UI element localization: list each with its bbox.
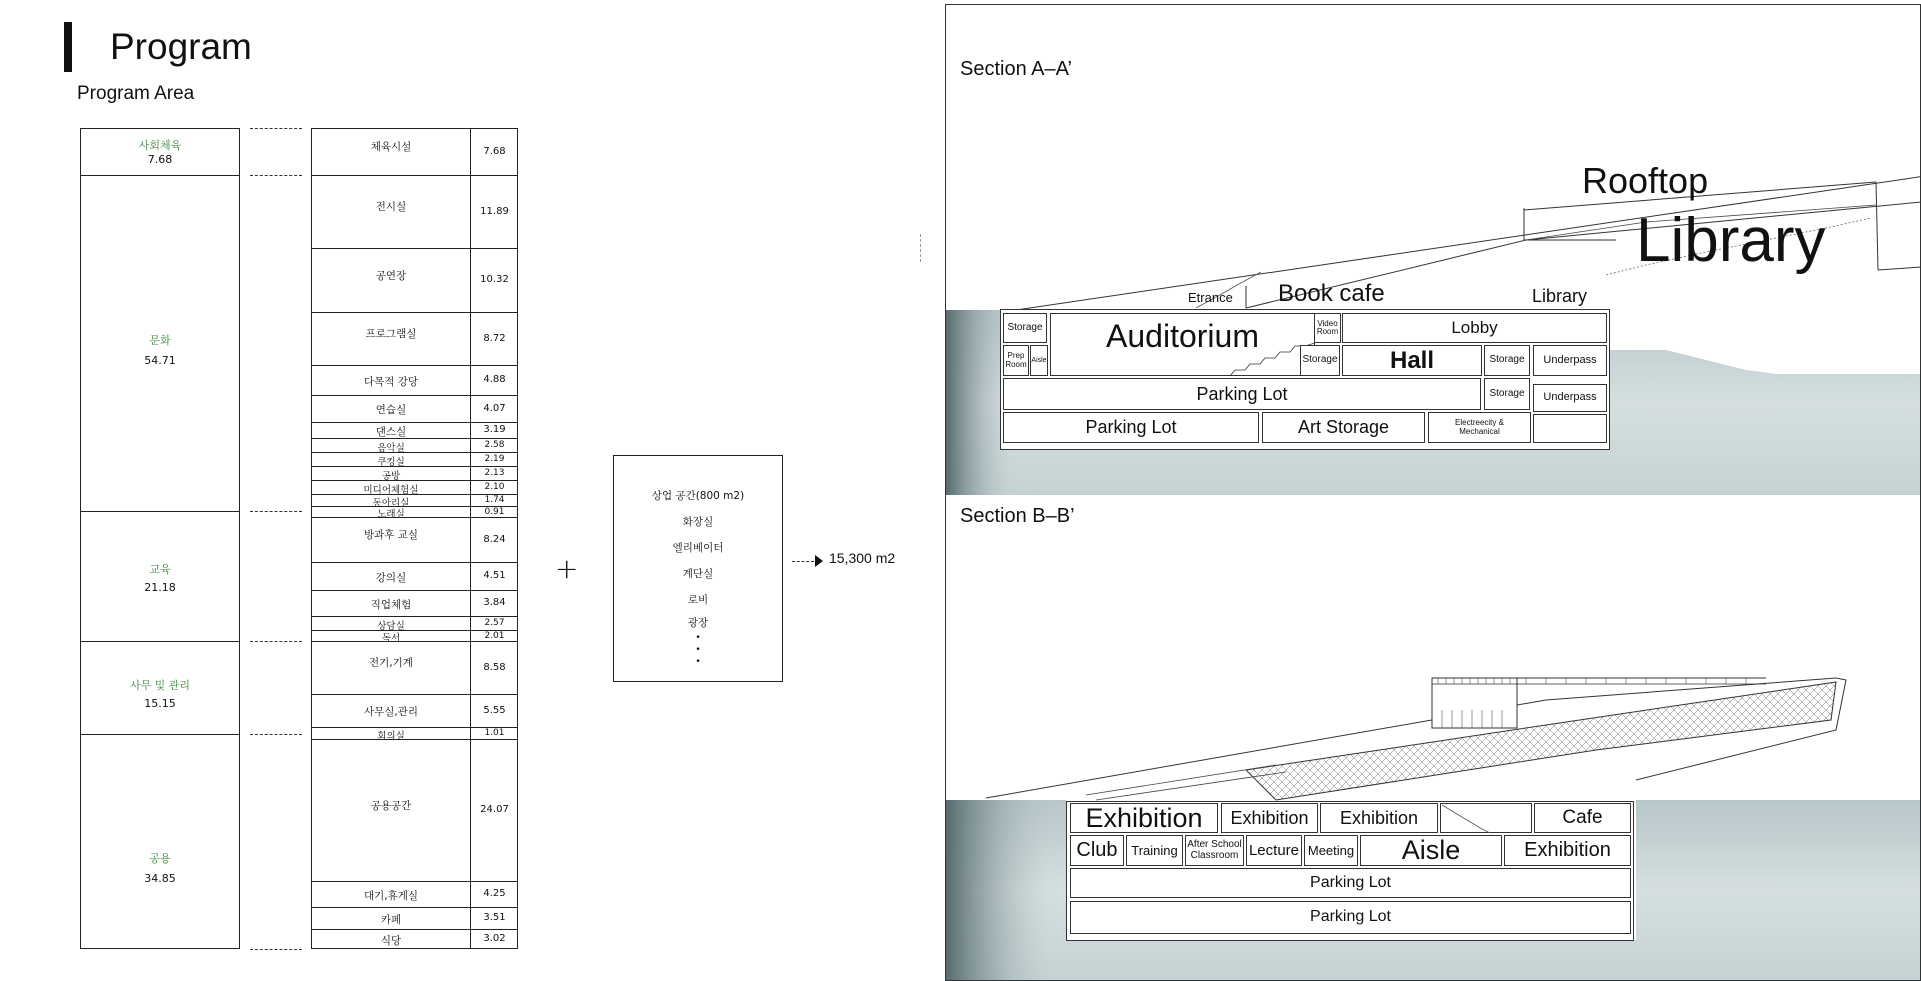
room-row-divider	[311, 395, 518, 396]
room-value: 3.02	[483, 933, 506, 944]
connector-dash	[250, 641, 302, 642]
storage-room: Storage	[1300, 345, 1340, 376]
category-label: 교육 21.18	[144, 563, 176, 594]
room-name: 미디어체험실	[363, 484, 419, 496]
room-name: 직업체험	[370, 598, 412, 611]
room-value: 2.57	[484, 618, 505, 628]
category-label: 문화 54.71	[144, 334, 176, 367]
extra-space-item: 화장실	[682, 516, 714, 528]
room-name: 강의실	[375, 571, 407, 584]
room-value: 4.88	[483, 374, 506, 385]
section-b-label: Section B–B’	[960, 505, 1075, 527]
extra-space-item: 계단실	[682, 568, 714, 580]
after-school-room: After School Classroom	[1185, 835, 1244, 866]
connector-dash	[250, 734, 302, 735]
underpass-room: Underpass	[1533, 384, 1607, 412]
room-name: 음악실	[377, 442, 405, 454]
room-value: 2.58	[484, 440, 505, 450]
electricity-room: Electreecity & Mechanical	[1428, 412, 1531, 443]
connector-dash	[250, 128, 302, 129]
room-name: 프로그램실	[365, 328, 417, 340]
room-value: 10.32	[480, 274, 509, 285]
more-ellipsis: • • •	[695, 633, 701, 667]
tower-box	[1432, 678, 1517, 728]
room-name: 전기,기계	[369, 657, 413, 669]
hall-room: Hall	[1342, 345, 1482, 376]
art-storage-room: Art Storage	[1262, 412, 1425, 443]
category-label: 사무 및 관리 15.15	[129, 679, 191, 710]
ramp-line	[1096, 772, 1286, 800]
exhibition-room: Exhibition	[1221, 803, 1318, 833]
room-row-divider	[311, 175, 518, 176]
rooftop-label: Rooftop	[1582, 160, 1709, 201]
extra-space-item: 엘리베이터	[672, 542, 724, 554]
empty-room	[1533, 414, 1607, 443]
extra-space-item: 상업 공간(800 m2)	[651, 490, 745, 502]
title-bar-accent	[64, 22, 72, 72]
exhibition-room: Exhibition	[1504, 835, 1631, 866]
room-row-divider	[311, 365, 518, 366]
prep-room: Prep Room	[1003, 345, 1029, 376]
room-name: 쿠킹실	[377, 456, 405, 468]
room-value: 24.07	[480, 804, 509, 815]
room-value: 4.25	[483, 888, 506, 899]
room-name: 카페	[380, 913, 402, 926]
exhibition-room: Exhibition	[1070, 803, 1218, 833]
meeting-room: Meeting	[1304, 835, 1358, 866]
room-row-divider	[311, 929, 518, 930]
room-value: 11.89	[480, 205, 509, 217]
room-value: 8.72	[483, 332, 506, 344]
room-name: 동아리실	[372, 497, 410, 509]
room-value: 1.74	[484, 495, 505, 505]
room-value: 3.84	[483, 597, 506, 608]
room-row-divider	[311, 517, 518, 518]
room-value: 2.13	[484, 468, 505, 478]
room-value: 8.58	[483, 661, 506, 673]
training-room: Training	[1126, 835, 1183, 866]
roof-line	[1876, 182, 1878, 270]
club-room: Club	[1070, 835, 1124, 866]
room-name: 독서	[381, 633, 401, 644]
total-area: 15,300 m2	[829, 550, 896, 566]
etrance-label: Etrance	[1188, 290, 1233, 305]
category-box-common	[80, 734, 240, 949]
ground-shadow	[946, 800, 1056, 980]
extra-space-item: 로비	[687, 594, 709, 606]
room-row-divider	[311, 248, 518, 249]
storage-room: Storage	[1484, 378, 1530, 410]
page-subtitle: Program Area	[77, 83, 195, 104]
parking-lot: Parking Lot	[1003, 412, 1259, 443]
room-row-divider	[311, 907, 518, 908]
vertical-dash-marker	[920, 234, 921, 262]
room-name: 체육시설	[370, 141, 412, 153]
library-large-label: Library	[1636, 206, 1826, 275]
ramp-line	[1086, 765, 1276, 795]
room-name: 공방	[381, 470, 401, 482]
storage-room: Storage	[1484, 345, 1530, 376]
parking-lot: Parking Lot	[1003, 378, 1481, 410]
room-value: 0.91	[484, 506, 505, 517]
parking-lot: Parking Lot	[1070, 901, 1631, 934]
room-name: 방과후 교실	[363, 529, 419, 541]
room-row-divider	[311, 694, 518, 695]
room-name: 대기,휴게실	[363, 889, 419, 902]
page-title: Program	[110, 26, 252, 67]
room-value: 2.10	[484, 482, 505, 492]
plus-sign: +	[555, 552, 579, 585]
room-name: 공용공간	[370, 799, 412, 812]
lecture-room: Lecture	[1246, 835, 1302, 866]
room-name: 회의실	[377, 730, 405, 742]
room-name: 노래실	[377, 509, 405, 520]
category-label: 공용 34.85	[144, 852, 176, 885]
room-name: 상담실	[377, 620, 405, 632]
room-value: 2.01	[484, 630, 505, 641]
room-name: 연습실	[375, 404, 407, 416]
section-a-label: Section A–A’	[960, 58, 1072, 80]
room-row-divider	[311, 590, 518, 591]
room-value: 7.68	[483, 145, 506, 157]
connector-dash	[250, 175, 302, 176]
room-name: 사무실,관리	[363, 706, 419, 718]
auditorium-room: Auditorium	[1050, 313, 1315, 376]
hatched-facade	[1246, 682, 1836, 800]
video-room: Video Room	[1314, 313, 1341, 343]
total-arrow-line	[792, 561, 814, 562]
extra-space-item: 광장	[687, 617, 709, 629]
slope-line	[986, 678, 1836, 798]
connector-dash	[250, 511, 302, 512]
room-name: 공연장	[375, 269, 407, 282]
exhibition-room: Exhibition	[1320, 803, 1438, 833]
room-value: 4.07	[483, 402, 506, 414]
storage-room: Storage	[1003, 313, 1047, 343]
room-value: 5.55	[483, 704, 506, 716]
arrow-head-icon	[815, 555, 823, 567]
room-row-divider	[311, 881, 518, 882]
room-value: 1.01	[484, 728, 505, 738]
room-value: 8.24	[483, 533, 506, 545]
book-cafe-label: Book cafe	[1278, 280, 1385, 307]
room-row-divider	[311, 562, 518, 563]
room-value: 3.51	[483, 912, 506, 923]
cafe-room: Cafe	[1534, 803, 1631, 833]
room-row-divider	[311, 641, 518, 642]
room-row-divider	[311, 739, 518, 740]
connector-dash	[250, 949, 302, 950]
aisle-room: Aisle	[1030, 345, 1048, 376]
underpass-room: Underpass	[1533, 345, 1607, 376]
room-row-divider	[311, 312, 518, 313]
room-name: 식당	[380, 934, 402, 947]
library-small-label: Library	[1532, 286, 1588, 306]
room-value: 3.19	[483, 424, 506, 435]
category-label: 사회체육 7.68	[138, 139, 182, 166]
lobby-room: Lobby	[1342, 313, 1607, 343]
room-name: 다목적 강당	[363, 375, 419, 388]
roof-line	[1878, 266, 1920, 270]
room-value: 4.51	[483, 570, 506, 581]
room-name: 전시실	[375, 201, 407, 213]
room-value: 2.19	[484, 454, 505, 464]
aisle-room: Aisle	[1360, 835, 1502, 866]
stair-lines	[1440, 803, 1532, 833]
parking-lot: Parking Lot	[1070, 868, 1631, 898]
room-name: 댄스실	[375, 425, 407, 438]
